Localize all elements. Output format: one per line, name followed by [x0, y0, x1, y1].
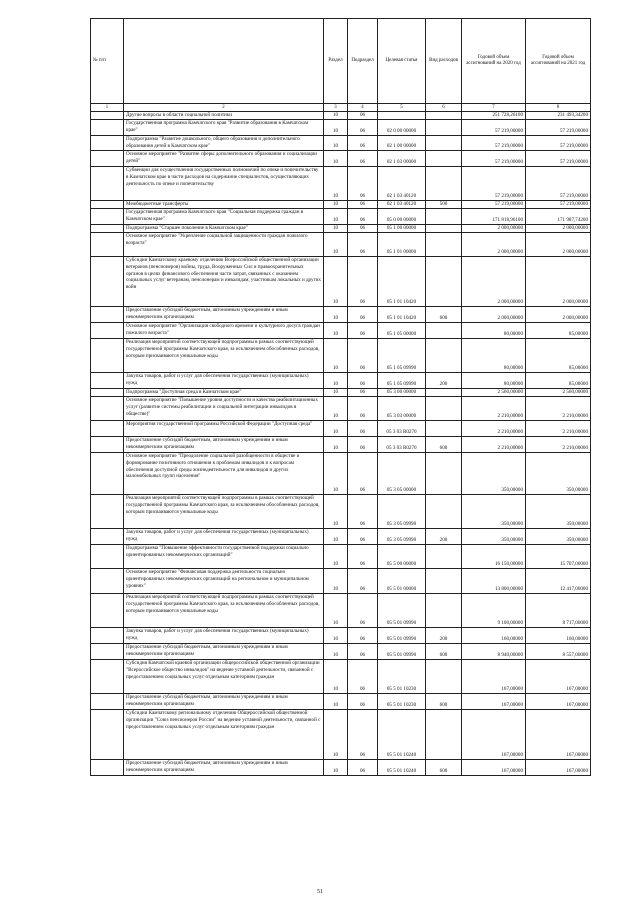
row-exp-type	[426, 594, 462, 628]
row-exp-type: 200	[426, 373, 462, 389]
header-section: Раздел	[324, 19, 348, 104]
row-exp-type	[426, 389, 462, 397]
row-section: 10	[324, 339, 348, 373]
row-section: 10	[324, 167, 348, 201]
row-name: Межбюджетные трансферты	[124, 201, 324, 209]
row-target: 05 1 05 00000	[378, 323, 426, 339]
colnum-1: 1	[91, 104, 124, 112]
table-row	[91, 209, 591, 225]
row-section: 10	[324, 257, 348, 307]
row-name: Основное мероприятие "Финансовая поддержка деятельности социально ориентированных некоммерческих организаций на региональном и муниципальном уровнях"	[124, 569, 324, 594]
table-row	[91, 136, 591, 151]
table-row	[91, 437, 591, 453]
row-section: 10	[324, 323, 348, 339]
row-2021: 2 560,00000	[526, 389, 591, 397]
row-2020: 167,00000	[462, 760, 526, 776]
row-target: 05 1 05 09990	[378, 339, 426, 373]
colnum-5: 5	[378, 104, 426, 112]
row-2021: 160,00000	[526, 628, 591, 644]
row-target: 02 0 00 00000	[378, 120, 426, 136]
row-name: Основное мероприятие "Преодоление социальной разобщенности в обществе и формирование позитивного отношения к проблемам инвалидов и к вопросам обеспечения доступной среды жизнедеятельности для инвалидов и других маломобильных групп населения"	[124, 453, 324, 495]
row-exp-type	[426, 323, 462, 339]
table-row	[91, 112, 591, 120]
row-2020: 2 560,00000	[462, 389, 526, 397]
row-section: 10	[324, 307, 348, 323]
row-section: 10	[324, 453, 348, 495]
table-row	[91, 545, 591, 569]
table-row	[91, 225, 591, 233]
row-name: Подпрограмма "Повышение эффективности государственной поддержки социально ориентированных некоммерческих организаций"	[124, 545, 324, 569]
header-name	[124, 19, 324, 104]
row-2020: 2 210,00000	[462, 437, 526, 453]
row-section: 10	[324, 694, 348, 710]
row-num	[91, 201, 124, 209]
row-num	[91, 594, 124, 628]
row-exp-type	[426, 397, 462, 421]
row-name: Предоставление субсидий бюджетным, автономным учреждениям и иным некоммерческим организациям	[124, 307, 324, 323]
row-section: 10	[324, 209, 348, 225]
row-target: 05 5 01 09990	[378, 594, 426, 628]
row-name: Реализация мероприятий соответствующей подпрограммы в рамках соответствующей государственной программы Камчатского края, за исключением обособленных расходов, которым присваиваются уникальные коды	[124, 339, 324, 373]
row-num	[91, 628, 124, 644]
row-2020: 9 100,00000	[462, 594, 526, 628]
row-num	[91, 323, 124, 339]
row-2020: 57 219,00000	[462, 120, 526, 136]
colnum-3: 3	[324, 104, 348, 112]
table-row	[91, 694, 591, 710]
header-num: № п/п	[91, 19, 124, 104]
row-section: 10	[324, 389, 348, 397]
row-subsection: 06	[348, 373, 378, 389]
row-2021: 85,00000	[526, 323, 591, 339]
colnum-7: 7	[462, 104, 526, 112]
row-subsection: 06	[348, 339, 378, 373]
row-2021: 57 219,00000	[526, 167, 591, 201]
row-exp-type	[426, 225, 462, 233]
row-2021: 231 493,34200	[526, 112, 591, 120]
row-num	[91, 233, 124, 257]
row-section: 10	[324, 112, 348, 120]
table-row	[91, 167, 591, 201]
row-target: 05 3 05 09990	[378, 495, 426, 529]
row-2021: 350,00000	[526, 495, 591, 529]
row-2020: 350,00000	[462, 453, 526, 495]
row-name: Основное мероприятие "Развитие сферы дополнительного образования и социализации детей"	[124, 151, 324, 167]
table-row	[91, 628, 591, 644]
row-exp-type: 600	[426, 644, 462, 660]
row-section: 10	[324, 373, 348, 389]
row-target: 05 1 01 10420	[378, 257, 426, 307]
row-2020: 2 000,00000	[462, 225, 526, 233]
row-name: Субсидии Камчатскому краевому отделению Всероссийской общественной организации ветеранов (пенсионеров) войны, труда, Вооруженных Сил и правоохранительных органов в целях финансового обеспечения части затрат, связанных с оказанием социальных услуг ветеранам, пенсионерам и инвалидам, участникам локальных и других войн	[124, 257, 324, 307]
row-subsection: 06	[348, 257, 378, 307]
row-2020: 80,00000	[462, 339, 526, 373]
row-2021: 85,00000	[526, 373, 591, 389]
row-2020: 57 219,00000	[462, 201, 526, 209]
row-2021: 171 987,74200	[526, 209, 591, 225]
row-name: Закупка товаров, работ и услуг для обеспечения государственных (муниципальных) нужд	[124, 628, 324, 644]
row-2020: 57 219,00000	[462, 136, 526, 151]
row-name: Подпрограмма "Доступная среда в Камчатском крае"	[124, 389, 324, 397]
row-exp-type	[426, 453, 462, 495]
row-subsection: 06	[348, 421, 378, 437]
row-2021: 167,00000	[526, 760, 591, 776]
row-section: 10	[324, 136, 348, 151]
row-num	[91, 545, 124, 569]
row-section: 10	[324, 233, 348, 257]
table-row	[91, 453, 591, 495]
row-name: Мероприятия государственной программы Российской Федерации "Доступная среда"	[124, 421, 324, 437]
colnum-6: 6	[426, 104, 462, 112]
row-num	[91, 167, 124, 201]
row-2020: 167,00000	[462, 660, 526, 694]
row-target: 05 3 05 09990	[378, 529, 426, 545]
row-target: 05 3 03 R0270	[378, 421, 426, 437]
header-2021: Годовой объем ассигнований на 2021 год	[526, 19, 591, 104]
table-row	[91, 201, 591, 209]
budget-document	[90, 18, 590, 776]
row-section: 10	[324, 495, 348, 529]
row-name: Основное мероприятие "Организация свободного времени и культурного досуга граждан пожилого возраста"	[124, 323, 324, 339]
row-exp-type: 200	[426, 529, 462, 545]
row-target: 05 3 03 R0270	[378, 437, 426, 453]
row-subsection: 06	[348, 660, 378, 694]
row-target: 05 5 00 00000	[378, 545, 426, 569]
row-target: 05 0 00 00000	[378, 209, 426, 225]
table-row	[91, 529, 591, 545]
table-row	[91, 594, 591, 628]
row-section: 10	[324, 760, 348, 776]
row-2020: 350,00000	[462, 495, 526, 529]
row-name: Подпрограмма "Старшее поколение в Камчатском крае"	[124, 225, 324, 233]
row-num	[91, 421, 124, 437]
row-subsection: 06	[348, 167, 378, 201]
row-target: 05 5 01 09990	[378, 628, 426, 644]
row-name: Предоставление субсидий бюджетным, автономным учреждениям и иным некоммерческим организациям	[124, 694, 324, 710]
row-2021: 57 219,00000	[526, 136, 591, 151]
row-subsection: 06	[348, 628, 378, 644]
row-section: 10	[324, 594, 348, 628]
table-row	[91, 495, 591, 529]
row-section: 10	[324, 421, 348, 437]
header-target: Целевая статья	[378, 19, 426, 104]
row-2020: 13 800,00000	[462, 569, 526, 594]
row-2021: 15 707,00000	[526, 545, 591, 569]
table-row	[91, 397, 591, 421]
row-name: Реализация мероприятий соответствующей подпрограммы в рамках соответствующей государственной программы Камчатского края, за исключением обособленных расходов, которым присваиваются уникальные коды	[124, 594, 324, 628]
row-section: 10	[324, 628, 348, 644]
table-row	[91, 307, 591, 323]
row-2020: 2 210,00000	[462, 421, 526, 437]
row-2021: 350,00000	[526, 529, 591, 545]
budget-table	[90, 18, 591, 776]
row-target: 05 3 05 00000	[378, 453, 426, 495]
row-exp-type: 600	[426, 307, 462, 323]
table-row	[91, 760, 591, 776]
row-section: 10	[324, 545, 348, 569]
row-exp-type	[426, 120, 462, 136]
row-2020: 350,00000	[462, 529, 526, 545]
row-exp-type	[426, 339, 462, 373]
row-subsection: 06	[348, 201, 378, 209]
row-2020: 2 210,00000	[462, 397, 526, 421]
row-2020: 2 000,00000	[462, 257, 526, 307]
row-2021: 2 210,00000	[526, 421, 591, 437]
row-2021: 2 210,00000	[526, 397, 591, 421]
row-exp-type	[426, 233, 462, 257]
row-2020: 171 818,96100	[462, 209, 526, 225]
table-row	[91, 151, 591, 167]
table-row	[91, 660, 591, 694]
row-exp-type	[426, 136, 462, 151]
row-target: 05 5 01 10240	[378, 760, 426, 776]
row-exp-type	[426, 710, 462, 760]
row-name: Субсидия Камчатской краевой организации общероссийской общественной организации "Всероссийское общество инвалидов" на ведение уставной деятельности, связанной с предоставлением социальных услуг отдельным категориям граждан	[124, 660, 324, 694]
row-2020: 80,00000	[462, 323, 526, 339]
row-2021: 57 219,00000	[526, 120, 591, 136]
row-target: 05 5 01 00000	[378, 569, 426, 594]
row-2021: 2 000,00000	[526, 257, 591, 307]
row-num	[91, 136, 124, 151]
row-num	[91, 151, 124, 167]
row-num	[91, 257, 124, 307]
colnum-4: 4	[348, 104, 378, 112]
row-target: 02 1 03 40120	[378, 201, 426, 209]
colnum-2: 2	[124, 104, 324, 112]
row-exp-type	[426, 209, 462, 225]
table-row	[91, 389, 591, 397]
row-2021: 2 000,00000	[526, 225, 591, 233]
row-name: Основное мероприятие "Укрепление социальной защищенности граждан пожилого возраста"	[124, 233, 324, 257]
row-section: 10	[324, 710, 348, 760]
row-subsection: 06	[348, 397, 378, 421]
colnum-8: 8	[526, 104, 591, 112]
table-row	[91, 710, 591, 760]
row-2021: 2 000,00000	[526, 233, 591, 257]
column-numbers-row	[91, 104, 591, 112]
row-num	[91, 120, 124, 136]
row-exp-type	[426, 112, 462, 120]
row-2021: 167,00000	[526, 694, 591, 710]
table-row	[91, 569, 591, 594]
row-section: 10	[324, 397, 348, 421]
row-subsection: 06	[348, 644, 378, 660]
row-subsection: 06	[348, 594, 378, 628]
table-row	[91, 373, 591, 389]
row-num	[91, 495, 124, 529]
row-subsection: 06	[348, 323, 378, 339]
row-subsection: 06	[348, 453, 378, 495]
row-subsection: 06	[348, 225, 378, 233]
header-subsection: Подраздел	[348, 19, 378, 104]
row-num	[91, 209, 124, 225]
row-exp-type	[426, 545, 462, 569]
row-exp-type	[426, 167, 462, 201]
row-target: 02 1 03 00000	[378, 151, 426, 167]
row-section: 10	[324, 437, 348, 453]
row-2021: 2 000,00000	[526, 307, 591, 323]
row-section: 10	[324, 120, 348, 136]
row-2020: 8 940,00000	[462, 644, 526, 660]
row-section: 10	[324, 151, 348, 167]
row-num	[91, 760, 124, 776]
row-name: Закупка товаров, работ и услуг для обеспечения государственных (муниципальных) нужд	[124, 529, 324, 545]
row-name: Государственная программа Камчатского края "Развитие образования в Камчатском крае"	[124, 120, 324, 136]
row-exp-type	[426, 151, 462, 167]
row-name: Предоставление субсидий бюджетным, автономным учреждениям и иным некоммерческим организациям	[124, 760, 324, 776]
row-target: 02 1 00 00000	[378, 136, 426, 151]
row-2021: 8 717,00000	[526, 594, 591, 628]
table-row	[91, 233, 591, 257]
row-num	[91, 225, 124, 233]
row-target: 05 3 03 00000	[378, 397, 426, 421]
row-num	[91, 529, 124, 545]
row-2020: 167,00000	[462, 710, 526, 760]
row-2021: 350,00000	[526, 453, 591, 495]
row-target: 05 3 00 00000	[378, 389, 426, 397]
row-subsection: 06	[348, 495, 378, 529]
header-2020: Годовой объем ассигнований на 2020 год	[462, 19, 526, 104]
row-subsection: 06	[348, 151, 378, 167]
row-num	[91, 694, 124, 710]
row-subsection: 06	[348, 694, 378, 710]
row-subsection: 06	[348, 307, 378, 323]
row-2021: 2 210,00000	[526, 437, 591, 453]
row-num	[91, 389, 124, 397]
table-row	[91, 644, 591, 660]
row-subsection: 06	[348, 112, 378, 120]
row-exp-type: 600	[426, 694, 462, 710]
row-name: Субвенции для осуществления государственных полномочий по опеке и попечительству в Камчатском крае в части расходов на содержание специалистов, осуществляющих деятельность по опеке и попечительству	[124, 167, 324, 201]
row-subsection: 06	[348, 569, 378, 594]
table-row	[91, 421, 591, 437]
row-subsection: 06	[348, 529, 378, 545]
row-exp-type: 500	[426, 201, 462, 209]
row-2020: 80,00000	[462, 373, 526, 389]
row-name: Основное мероприятие "Повышение уровня доступности и качества реабилитационных услуг (развитие системы реабилитации и социальной интеграции инвалидов в обществе)"	[124, 397, 324, 421]
row-exp-type	[426, 495, 462, 529]
row-2020: 167,00000	[462, 694, 526, 710]
row-exp-type	[426, 257, 462, 307]
row-section: 10	[324, 569, 348, 594]
row-name: Предоставление субсидий бюджетным, автономным учреждениям и иным некоммерческим организациям	[124, 644, 324, 660]
row-section: 10	[324, 529, 348, 545]
row-target: 05 5 01 10230	[378, 660, 426, 694]
row-section: 10	[324, 660, 348, 694]
row-section: 10	[324, 201, 348, 209]
row-target: 02 1 03 40120	[378, 167, 426, 201]
row-2021: 12 417,00000	[526, 569, 591, 594]
row-2020: 2 000,00000	[462, 307, 526, 323]
header-row	[91, 19, 591, 104]
row-num	[91, 453, 124, 495]
row-exp-type: 600	[426, 760, 462, 776]
row-2021: 167,00000	[526, 660, 591, 694]
row-exp-type	[426, 421, 462, 437]
row-subsection: 06	[348, 760, 378, 776]
row-2020: 251 728,26100	[462, 112, 526, 120]
row-num	[91, 339, 124, 373]
row-subsection: 06	[348, 120, 378, 136]
row-subsection: 06	[348, 136, 378, 151]
row-exp-type: 200	[426, 628, 462, 644]
row-subsection: 06	[348, 545, 378, 569]
row-subsection: 06	[348, 437, 378, 453]
row-num	[91, 710, 124, 760]
header-exp-type: Вид расходов	[426, 19, 462, 104]
row-target: 05 1 01 00000	[378, 233, 426, 257]
row-num	[91, 660, 124, 694]
table-row	[91, 323, 591, 339]
row-target: 05 5 01 10240	[378, 710, 426, 760]
table-row	[91, 257, 591, 307]
row-target: 05 5 01 09990	[378, 644, 426, 660]
row-2020: 57 219,00000	[462, 151, 526, 167]
row-name: Государственная программа Камчатского края "Социальная поддержка граждан в Камчатском крае"	[124, 209, 324, 225]
row-target: 05 5 01 10230	[378, 694, 426, 710]
row-name: Субсидии Камчатскому региональному отделению Общероссийской общественной организации "Союз пенсионеров России" на ведение уставной деятельности, связанной с предоставлением социальных услуг отдельным категориям граждан	[124, 710, 324, 760]
row-2020: 57 219,00000	[462, 167, 526, 201]
page-number: 51	[317, 889, 323, 895]
row-target: 05 1 01 10420	[378, 307, 426, 323]
row-name: Подпрограмма "Развитие дошкольного, общего образования и дополнительного образования детей в Камчатском крае"	[124, 136, 324, 151]
row-name: Другие вопросы в области социальной политики	[124, 112, 324, 120]
row-subsection: 06	[348, 209, 378, 225]
row-subsection: 06	[348, 233, 378, 257]
row-2021: 57 219,00000	[526, 201, 591, 209]
row-exp-type: 600	[426, 437, 462, 453]
row-num	[91, 112, 124, 120]
row-2021: 8 557,00000	[526, 644, 591, 660]
row-exp-type	[426, 660, 462, 694]
row-num	[91, 397, 124, 421]
row-name: Предоставление субсидий бюджетным, автономным учреждениям и иным некоммерческим организациям	[124, 437, 324, 453]
row-2020: 160,00000	[462, 628, 526, 644]
row-target: 05 1 05 09990	[378, 373, 426, 389]
row-target	[378, 112, 426, 120]
table-row	[91, 339, 591, 373]
row-exp-type	[426, 569, 462, 594]
row-subsection: 06	[348, 389, 378, 397]
table-row	[91, 120, 591, 136]
row-section: 10	[324, 644, 348, 660]
row-name: Реализация мероприятий соответствующей подпрограммы в рамках соответствующей государственной программы Камчатского края, за исключением обособленных расходов, которым присваиваются уникальные коды	[124, 495, 324, 529]
row-num	[91, 569, 124, 594]
row-2021: 57 219,00000	[526, 151, 591, 167]
row-num	[91, 437, 124, 453]
row-2020: 16 150,00000	[462, 545, 526, 569]
row-num	[91, 373, 124, 389]
row-subsection: 06	[348, 710, 378, 760]
row-num	[91, 644, 124, 660]
row-section: 10	[324, 225, 348, 233]
row-num	[91, 307, 124, 323]
row-name: Закупка товаров, работ и услуг для обеспечения государственных (муниципальных) нужд	[124, 373, 324, 389]
row-2021: 167,00000	[526, 710, 591, 760]
row-target: 05 1 00 00000	[378, 225, 426, 233]
row-2020: 2 000,00000	[462, 233, 526, 257]
row-2021: 85,00000	[526, 339, 591, 373]
table-body	[91, 104, 591, 776]
